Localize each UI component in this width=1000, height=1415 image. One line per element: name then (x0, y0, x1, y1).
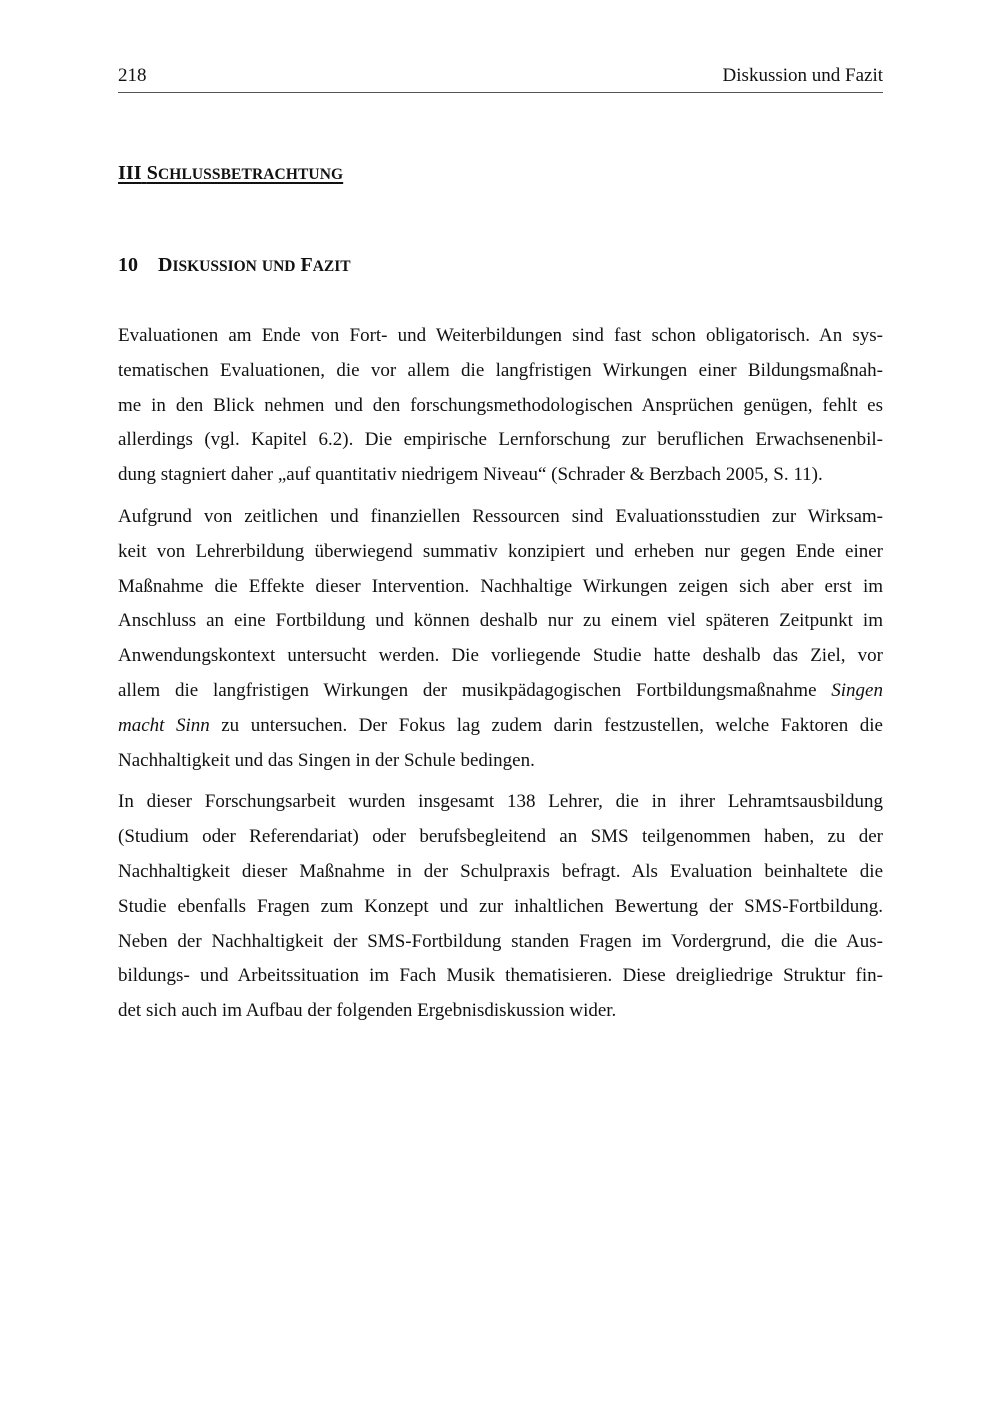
text-line: In dieser Forschungsarbeit wurden insgesamt 138 Lehrer, die in ihrer Lehramtsausbildung (118, 791, 883, 813)
part-title-initial: S (146, 162, 158, 184)
book-title-italic: macht Sinn (118, 714, 210, 736)
text-line (118, 709, 883, 744)
text-line: bildungs- und Arbeitssituation im Fach Musik thematisieren. Diese dreigliedrige Struktur fin- (118, 965, 883, 987)
book-title-italic: Singen (831, 679, 883, 701)
page-number: 218 (118, 65, 147, 86)
text-line: Nachhaltigkeit und das Singen in der Schule bedingen. (118, 749, 535, 771)
text-line: Evaluationen am Ende von Fort- und Weiterbildungen sind fast schon obligatorisch. An sys- (118, 325, 883, 346)
text-segment: allem die langfristigen Wirkungen der musikpädagogischen Fortbildungsmaßnahme (118, 679, 832, 701)
text-line: dung stagniert daher „auf quantitativ niedrigem Niveau“ (Schrader & Berzbach 2005, S. 11). (118, 464, 823, 486)
chapter-title-word-2: UND (261, 258, 296, 275)
text-line (118, 674, 883, 709)
chapter-number: 10 (118, 254, 138, 276)
paragraph-3 (118, 785, 883, 1029)
chapter-title-initial-1: D (158, 254, 173, 276)
chapter-title-word-1: ISKUSSION (172, 258, 257, 275)
text-line: Nachhaltigkeit dieser Maßnahme in der Schulpraxis befragt. Als Evaluation beinhaltete die (118, 860, 883, 882)
text-segment: zu untersuchen. Der Fokus lag zudem darin festzustellen, welche Faktoren die (209, 714, 883, 736)
text-line: keit von Lehrerbildung überwiegend summativ konzipiert und erheben nur gegen Ende einer (118, 540, 883, 562)
running-header (118, 62, 883, 93)
chapter-title (158, 251, 351, 281)
text-line: Studie ebenfalls Fragen zum Konzept und zur inhaltlichen Bewertung der SMS-Fortbildung. (118, 895, 883, 917)
text-line: Neben der Nachhaltigkeit der SMS-Fortbildung standen Fragen im Vordergrund, die die Aus- (118, 930, 883, 952)
text-line: Aufgrund von zeitlichen und finanziellen Ressourcen sind Evaluationsstudien zur Wirksam- (118, 505, 883, 527)
text-line: det sich auch im Aufbau der folgenden Ergebnisdiskussion wider. (118, 1000, 617, 1022)
paragraph-2 (118, 500, 883, 778)
text-line: (Studium oder Referendariat) oder berufsbegleitend an SMS teilgenommen haben, zu der (118, 826, 883, 848)
text-line: Anschluss an eine Fortbildung und können deshalb nur zu einem viel späteren Zeitpunkt im (118, 610, 883, 632)
chapter-heading (118, 251, 883, 281)
chapter-title-word-3: AZIT (312, 258, 351, 275)
part-title-rest: CHLUSSBETRACHTUNG (158, 166, 344, 183)
part-numeral: III (118, 162, 142, 184)
text-line: Maßnahme die Effekte dieser Intervention. Nachhaltige Wirkungen zeigen sich aber erst im (118, 575, 883, 597)
paragraph-1 (118, 319, 883, 493)
running-title: Diskussion und Fazit (722, 65, 883, 86)
text-line: Anwendungskontext untersucht werden. Die vorliegende Studie hatte deshalb das Ziel, vor (118, 645, 883, 667)
text-line: me in den Blick nehmen und den forschungsmethodologischen Ansprüchen genügen, fehlt es (118, 394, 883, 416)
text-line: allerdings (vgl. Kapitel 6.2). Die empirische Lernforschung zur beruflichen Erwachsenenbil- (118, 429, 883, 451)
part-heading (118, 159, 883, 189)
body-text (118, 319, 883, 1029)
text-line: tematischen Evaluationen, die vor allem die langfristigen Wirkungen einer Bildungsmaßnah- (118, 359, 883, 381)
document-page (118, 62, 883, 1036)
chapter-title-initial-3: F (300, 254, 313, 276)
